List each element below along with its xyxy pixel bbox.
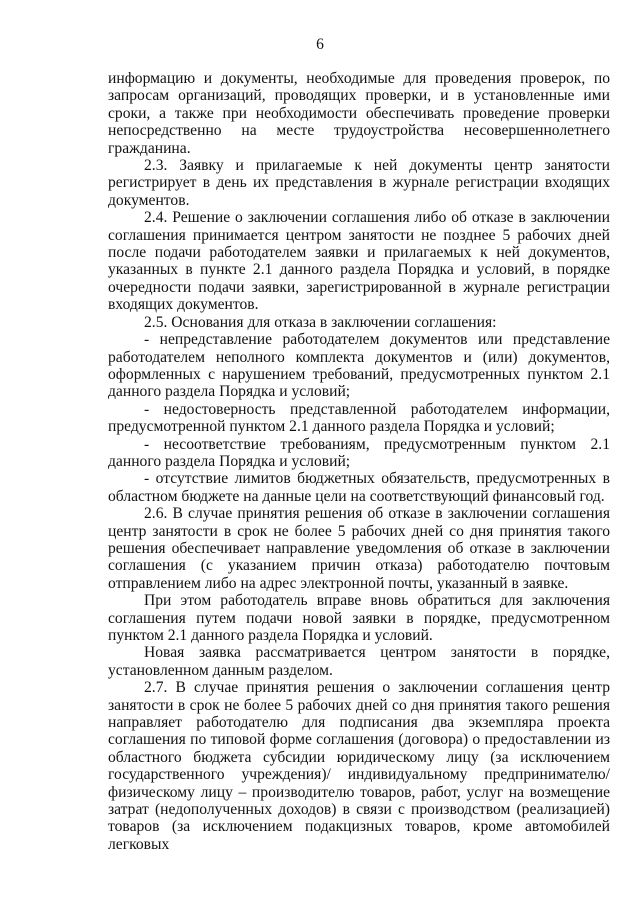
paragraph-resubmission: При этом работодатель вправе вновь обратиться для заключения соглашения путем подачи новой заявки в порядке, предусмотренном пунктом 2.1 данного раздела Порядка и условий. — [108, 592, 610, 644]
list-item: - недостоверность представленной работодателем информации, предусмотренной пунктом 2.1 данного раздела Порядка и условий; — [108, 400, 610, 436]
page-number: 6 — [316, 36, 324, 53]
paragraph-2-4: 2.4. Решение о заключении соглашения либо об отказе в заключении соглашения принимается центром занятости не позднее 5 рабочих дней после подачи работодателем заявки и прилагаемых к ней документов, указанных в пункте 2.1 данного раздела Порядка и условий, в порядке очередности подачи заявки, зарегистрированной в журнале регистрации входящих документов. — [108, 209, 610, 314]
document-body — [108, 70, 610, 853]
list-item: - непредставление работодателем документов или представление работодателем неполного комплекта документов и (или) документов, оформленных с нарушением требований, предусмотренных пунктом 2.1 данного раздела Порядка и условий; — [108, 331, 610, 401]
paragraph-2-3: 2.3. Заявку и прилагаемые к ней документы центр занятости регистрирует в день их представления в журнале регистрации входящих документов. — [108, 157, 610, 209]
paragraph-new-application: Новая заявка рассматривается центром занятости в порядке, установленном данным разделом. — [108, 644, 610, 679]
list-item: - отсутствие лимитов бюджетных обязательств, предусмотренных в областном бюджете на данные цели на соответствующий финансовый год. — [108, 470, 610, 505]
list-item: - несоответствие требованиям, предусмотренным пунктом 2.1 данного раздела Порядка и условий; — [108, 435, 610, 470]
paragraph-continuation: информацию и документы, необходимые для проведения проверок, по запросам организаций, проводящих проверки, и в установленные ими сроки, а также при необходимости обеспечивать проведение проверки непосредственно на месте трудоустройства несовершеннолетнего гражданина. — [108, 70, 610, 157]
paragraph-2-5: 2.5. Основания для отказа в заключении соглашения: — [144, 313, 497, 331]
paragraph-2-6: 2.6. В случае принятия решения об отказе в заключении соглашения центр занятости в срок не более 5 рабочих дней со дня принятия такого решения обеспечивает направление уведомления об отказе в заключении соглашения (с указанием причин отказа) работодателю почтовым отправлением либо на адрес электронной почты, указанный в заявке. — [108, 505, 610, 592]
paragraph-2-7: 2.7. В случае принятия решения о заключении соглашения центр занятости в срок не более 5 рабочих дней со дня принятия такого решения направляет работодателю для подписания два экземпляра проекта соглашения по типовой форме соглашения (договора) о предоставлении из областного бюджета субсидии юридическому лицу (за исключением государственного учреждения)/ индивидуальному предпринимателю/ физическому лицу – производителю товаров, работ, услуг на возмещение затрат (недополученных доходов) в связи с производством (реализацией) товаров (за исключением подакцизных товаров, кроме автомобилей легковых — [108, 679, 610, 853]
